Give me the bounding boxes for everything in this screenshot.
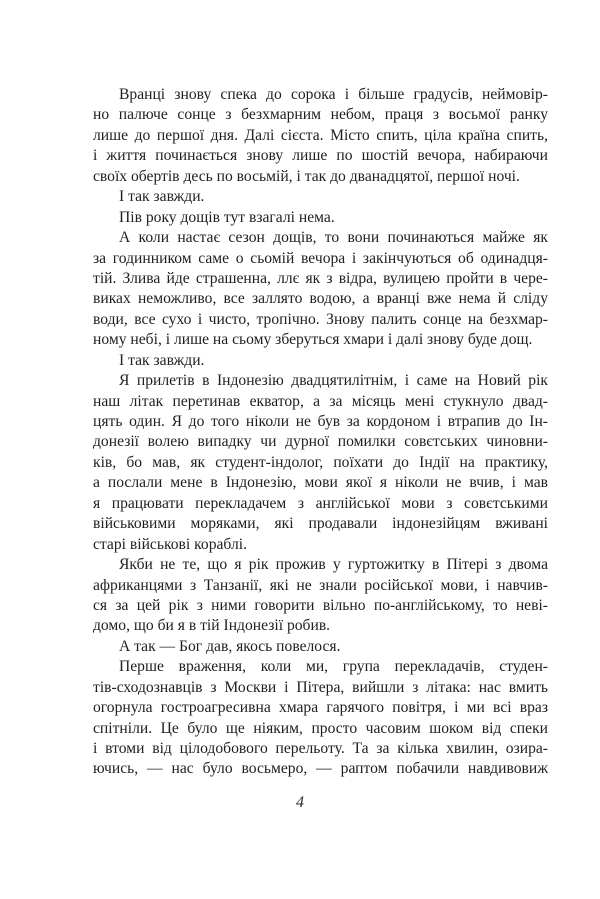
text-line: води, все сухо і чисто, тропічно. Знову палить сонце на безхмар- [93, 310, 548, 328]
text-line: старі військові кораблі. [93, 535, 247, 553]
paragraph [93, 351, 548, 371]
text-line: Вранці знову спека до сорока і більше градусів, неймовір- [119, 86, 548, 103]
text-line: тій. Злива йде страшенна, ллє як з відра, вулицею пройти в чере- [93, 269, 548, 287]
text-line: тів-сходознавців з Москви і Пітера, вийшли з літака: нас вмить [93, 678, 548, 696]
text-line: виках неможливо, все заллято водою, а вранці вже нема й сліду [93, 290, 548, 308]
text-line: африканцями з Танзанії, які не знали російської мови, і навчив- [93, 576, 548, 594]
paragraph [93, 187, 548, 207]
text-line: огорнула гостроагресивна хмара гарячого повітря, і ми всі враз [93, 699, 548, 717]
text-line: а послали мене в Індонезію, мови якої я ніколи не вчив, і мав [93, 474, 548, 492]
text-line: донезії волею випадку чи дурної помилки совєтських чиновни- [93, 433, 548, 451]
text-line: я працювати перекладачем з англійської мови з совєтськими [93, 494, 548, 512]
text-line: своїх обертів десь по восьмій, і так до дванадцятої, першої ночі. [93, 167, 520, 185]
text-line: І так завжди. [119, 351, 205, 369]
text-line: домо, що би я в тій Індонезії робив. [93, 617, 331, 635]
text-line: і втоми від цілодобового перельоту. Та за кілька хвилин, озира- [93, 740, 548, 757]
text-line: лише до першої дня. Далі сієста. Місто спить, ціла країна спить, [93, 126, 548, 144]
text-line: А коли настає сезон дощів, то вони починаються майже як [119, 229, 548, 247]
paragraph [93, 208, 548, 228]
text-line: ному небі, і лише на сьому зберуться хмари і далі знову буде дощ. [93, 331, 533, 349]
page-body [93, 85, 548, 780]
text-line: ків, бо мав, як студент-індолог, поїхати до Індії на практику, [93, 453, 548, 471]
text-line: за годинником саме о сьомій вечора і закінчуються об одинадця- [93, 249, 548, 267]
text-line: но палюче сонце з безхмарним небом, праця з восьмої ранку [93, 106, 548, 124]
text-line: Якби не те, що я рік прожив у гуртожитку в Пітері з двома [119, 556, 548, 574]
paragraph [93, 228, 548, 351]
text-line: ючись, — нас було восьмеро, — раптом побачили навдивовиж [93, 760, 548, 778]
text-line: Пів року дощів тут взагалі нема. [119, 208, 335, 226]
text-line: військовими моряками, які продавали індонезійцям вживані [93, 515, 548, 533]
paragraph [93, 85, 548, 187]
text-line: цять один. Я до того ніколи не був за кордоном і втрапив до Ін- [93, 413, 548, 430]
text-line: А так — Бог дав, якось повелося. [119, 637, 341, 655]
text-line: і життя починається знову лише по шостій вечора, набираючи [93, 147, 548, 165]
paragraph [93, 637, 548, 657]
text-line: наш літак перетинав екватор, а за місяць мені стукнуло двад- [93, 392, 548, 410]
text-line: Я прилетів в Індонезію двадцятилітнім, і саме на Новий рік [119, 372, 548, 390]
text-line: Перше враження, коли ми, група перекладачів, студен- [119, 658, 548, 676]
paragraph [93, 555, 548, 637]
paragraph [93, 657, 548, 780]
text-line: спітніли. Це було ще ніяким, просто часовим шоком від спеки [93, 719, 548, 737]
text-line: І так завжди. [119, 188, 205, 206]
text-line: ся за цей рік з ними говорити вільно по-англійському, то неві- [93, 596, 548, 614]
paragraph [93, 371, 548, 555]
page-number: 4 [296, 794, 304, 811]
